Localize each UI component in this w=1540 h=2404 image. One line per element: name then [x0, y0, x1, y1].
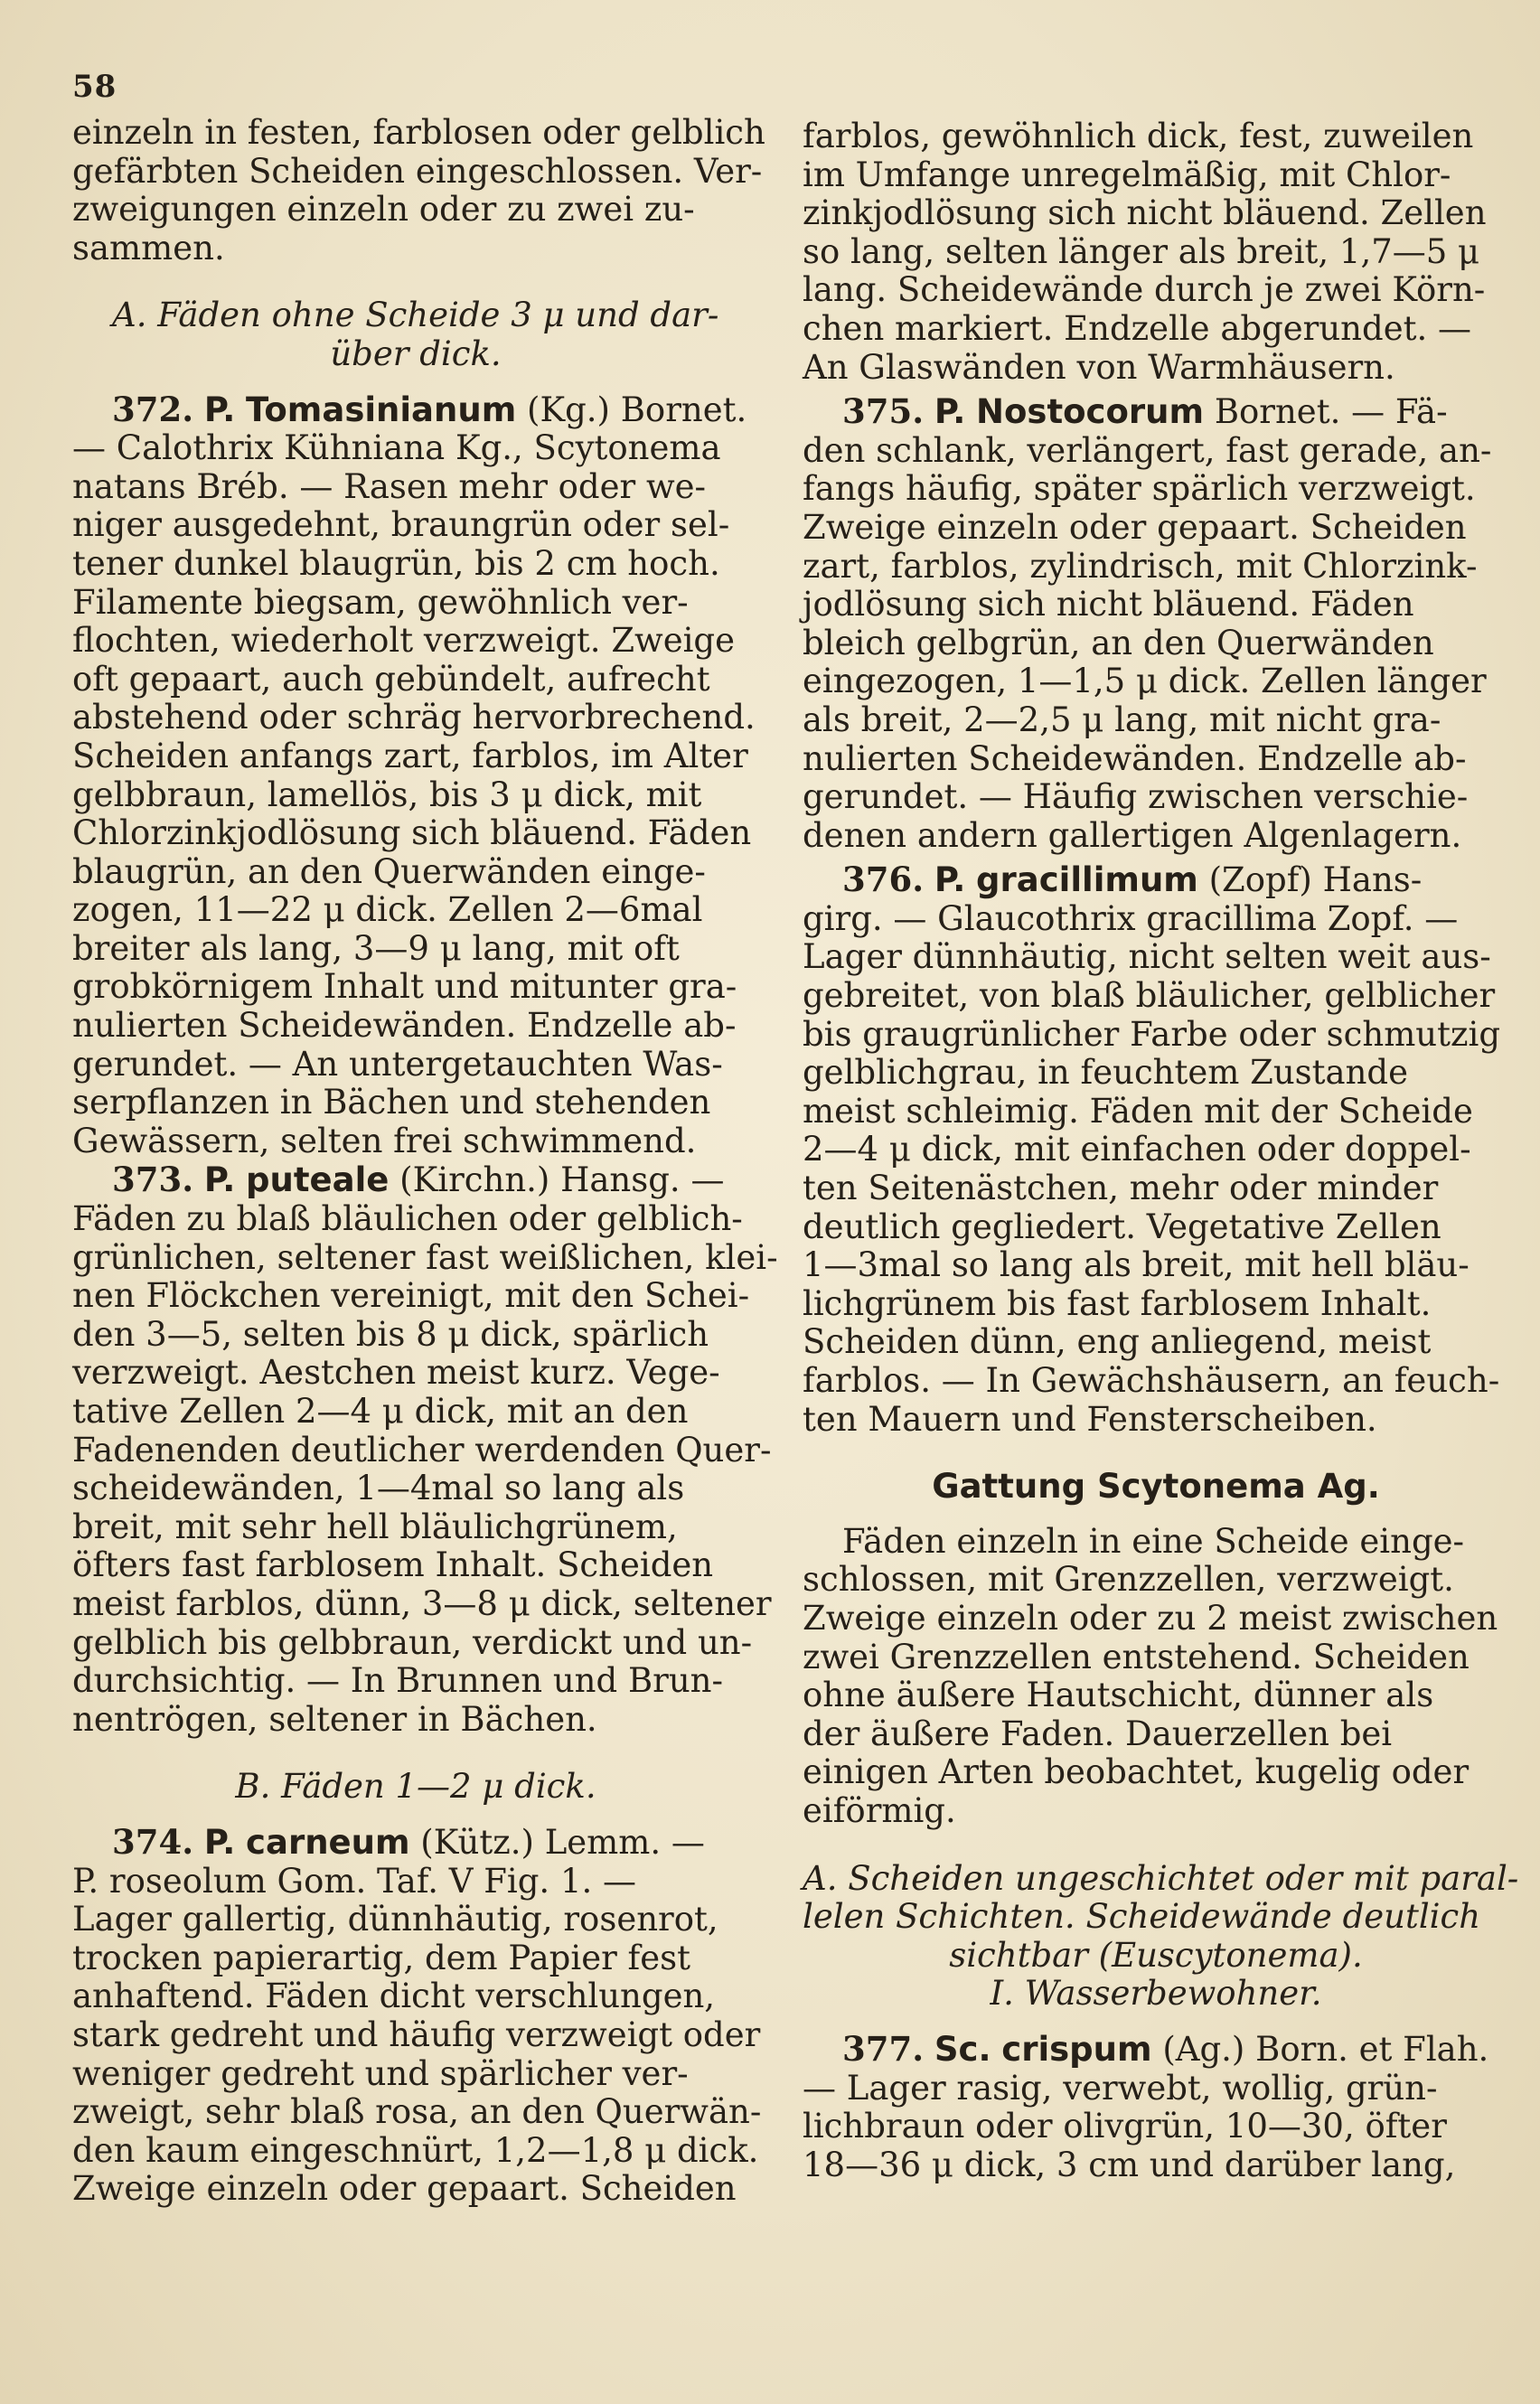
text-line: flochten, wiederholt verzweigt. Zweige [72, 621, 736, 661]
heading-line: über dick. [330, 333, 502, 373]
species-genus: P. [934, 860, 966, 900]
entry-lead-line [72, 390, 759, 430]
text-line: ohne äußere Hautschicht, dünner als [803, 1676, 1434, 1715]
text-line: bleich gelbgrün, an den Querwänden [803, 623, 1434, 662]
text-line: den kaum eingeschnürt, 1,2—1,8 μ dick. [72, 2130, 759, 2170]
text-line: Chlorzinkjodlösung sich bläuend. Fäden [72, 813, 752, 853]
species-name: gracillimum [976, 860, 1198, 900]
text-line: so lang, selten länger als breit, 1,7—5 μ [803, 231, 1480, 271]
text-line: ten Seitenästchen, mehr oder minder [803, 1169, 1439, 1208]
text-line: Lager gallertig, dünnhäutig, rosenrot, [72, 1900, 718, 1939]
text-line: oft gepaart, auch gebündelt, aufrecht [72, 659, 710, 699]
section-heading-a [72, 296, 759, 373]
heading-line: lelen Schichten. Scheidewände deutlich [803, 1897, 1481, 1937]
text-line: zweigungen einzeln oder zu zwei zu- [72, 190, 695, 230]
text-line: einigen Arten beobachtet, kugelig oder [803, 1752, 1470, 1792]
text-line: 1—3mal so lang als breit, mit hell bläu- [803, 1245, 1470, 1285]
species-name: Nostocorum [976, 392, 1205, 432]
section-heading-a-scytonema [803, 1858, 1519, 2014]
text-line: gebreitet, von blaß bläulicher, gelblicher [803, 976, 1496, 1016]
text-line: zogen, 11—22 μ dick. Zellen 2—6mal [72, 890, 703, 930]
text-line: Scheiden dünn, eng anliegend, meist [803, 1322, 1432, 1362]
text-line: Zweige einzeln oder gepaart. Scheiden [72, 2169, 737, 2209]
text-line: als breit, 2—2,5 μ lang, mit nicht gra- [803, 700, 1441, 739]
entry-authority: (Kg.) Bornet. [527, 390, 747, 429]
text-line: den schlank, verlängert, fast gerade, an- [803, 430, 1492, 470]
text-line: gefärbten Scheiden eingeschlossen. Ver- [72, 151, 763, 191]
heading-line: sichtbar (Euscytonema). [949, 1935, 1363, 1975]
page-number: 58 [72, 69, 117, 105]
text-line: bis graugrünlicher Farbe oder schmutzig [803, 1014, 1501, 1054]
entry-authority: (Zopf) Hans- [1208, 860, 1423, 900]
text-line: zart, farblos, zylindrisch, mit Chlorzink- [803, 546, 1478, 586]
species-name: carneum [246, 1822, 410, 1862]
entry-number: 374. [112, 1821, 194, 1862]
species-name: puteale [246, 1160, 390, 1200]
text-line: tener dunkel blaugrün, bis 2 cm hoch. [72, 543, 720, 583]
species-genus: Sc. [934, 2029, 991, 2069]
text-line: nentrögen, seltener in Bächen. [72, 1699, 597, 1739]
text-line: Filamente biegsam, gewöhnlich ver- [72, 582, 689, 622]
text-line: nen Flöckchen vereinigt, mit den Schei- [72, 1276, 750, 1316]
text-line: Scheiden anfangs zart, farblos, im Alter [72, 736, 748, 775]
species-name: crispum [1001, 2029, 1152, 2069]
text-line: deutlich gegliedert. Vegetative Zellen [803, 1207, 1441, 1246]
text-line: Gewässern, selten frei schwimmend. [72, 1121, 697, 1160]
species-genus: P. [934, 392, 966, 432]
text-line: verzweigt. Aestchen meist kurz. Vege- [72, 1353, 720, 1393]
text-line: chen markiert. Endzelle abgerundet. — [803, 308, 1471, 348]
text-line: fangs häufig, später spärlich verzweigt. [803, 469, 1476, 509]
text-line: gerundet. — Häufig zwischen verschie- [803, 777, 1469, 817]
genus-description [803, 1523, 1509, 1831]
entry-374-continued [803, 117, 1509, 387]
entry-number: 373. [112, 1160, 194, 1200]
left-column [72, 113, 778, 2209]
text-line: Fäden zu blaß bläulichen oder gelblich- [72, 1199, 743, 1239]
text-line: blaugrün, an den Querwänden einge- [72, 851, 706, 891]
right-column [803, 117, 1519, 2184]
text-line: lichgrünem bis fast farblosem Inhalt. [803, 1283, 1432, 1323]
entry-number: 377. [842, 2028, 925, 2069]
text-line: den 3—5, selten bis 8 μ dick, spärlich [72, 1314, 709, 1354]
text-line: scheidewänden, 1—4mal so lang als [72, 1469, 685, 1508]
text-line: gelbbraun, lamellös, bis 3 μ dick, mit [72, 775, 702, 814]
text-line: — Lager rasig, verwebt, wollig, grün- [803, 2068, 1438, 2108]
text-line: zinkjodlösung sich nicht bläuend. Zellen [803, 193, 1487, 233]
entry-lead-line [72, 1160, 759, 1200]
entry-authority: (Ag.) Born. et Flah. [1162, 2029, 1489, 2069]
text-line: — Calothrix Kühniana Kg., Scytonema [72, 428, 721, 468]
text-line: farblos. — In Gewächshäusern, an feuch- [803, 1361, 1500, 1400]
text-line: eingezogen, 1—1,5 μ dick. Zellen länger [803, 662, 1487, 701]
text-line: eiförmig. [803, 1790, 956, 1830]
entry-377 [803, 2030, 1509, 2184]
entry-373 [72, 1160, 778, 1739]
text-line: grobkörnigem Inhalt und mitunter gra- [72, 967, 737, 1007]
entry-lead-line [72, 1823, 759, 1863]
species-genus: P. [203, 1160, 236, 1200]
text-line: einzeln in festen, farblosen oder gelblich [72, 113, 765, 152]
text-line: grünlichen, seltener fast weißlichen, klei- [72, 1237, 778, 1277]
text-line: Zweige einzeln oder gepaart. Scheiden [803, 507, 1467, 547]
text-line: nulierten Scheidewänden. Endzelle ab- [803, 738, 1467, 778]
text-line: Fadenenden deutlicher werdenden Quer- [72, 1430, 772, 1470]
text-line: serpflanzen in Bächen und stehenden [72, 1083, 711, 1122]
entry-lead-line [803, 860, 1509, 900]
entry-authority: Bornet. — Fä- [1214, 392, 1448, 432]
species-genus: P. [203, 390, 236, 429]
text-line: ten Mauern und Fensterscheiben. [803, 1399, 1377, 1439]
text-line: lang. Scheidewände durch je zwei Körn- [803, 270, 1486, 310]
text-line: An Glaswänden von Warmhäusern. [803, 347, 1395, 387]
text-line: denen andern gallertigen Algenlagern. [803, 815, 1462, 855]
entry-lead-line [803, 392, 1509, 432]
text-line: zwei Grenzzellen entstehend. Scheiden [803, 1637, 1470, 1676]
genus-heading: Gattung Scytonema Ag. [932, 1467, 1380, 1507]
text-line: der äußere Faden. Dauerzellen bei [803, 1714, 1393, 1753]
text-line: im Umfange unregelmäßig, mit Chlor- [803, 155, 1451, 194]
entry-lead-line [803, 2030, 1509, 2070]
text-line: girg. — Glaucothrix gracillima Zopf. — [803, 898, 1459, 938]
text-line: breiter als lang, 3—9 μ lang, mit oft [72, 928, 680, 968]
text-line: durchsichtig. — In Brunnen und Brun- [72, 1661, 724, 1701]
entry-number: 372. [112, 389, 194, 429]
species-name: Tomasinianum [246, 390, 517, 429]
text-line: gerundet. — An untergetauchten Was- [72, 1044, 723, 1084]
text-line: P. roseolum Gom. Taf. V Fig. 1. — [72, 1861, 637, 1901]
text-line: nulierten Scheidewänden. Endzelle ab- [72, 1006, 737, 1046]
text-line: Fäden einzeln in eine Scheide einge- [842, 1521, 1465, 1561]
entry-number: 375. [842, 391, 925, 432]
text-line: 2—4 μ dick, mit einfachen oder doppel- [803, 1130, 1471, 1169]
text-line: tative Zellen 2—4 μ dick, mit an den [72, 1392, 689, 1431]
text-line: abstehend oder schräg hervorbrechend. [72, 698, 756, 737]
entry-authority: (Kütz.) Lemm. — [420, 1822, 705, 1862]
heading-line: A. Fäden ohne Scheide 3 μ und dar- [112, 296, 719, 335]
text-line: gelblich bis gelbbraun, verdickt und un- [72, 1622, 753, 1662]
text-line: zweigt, sehr blaß rosa, an den Querwän- [72, 2092, 762, 2132]
entry-376 [803, 860, 1509, 1439]
species-genus: P. [203, 1822, 236, 1862]
text-line: natans Bréb. — Rasen mehr oder we- [72, 466, 707, 506]
text-line: 18—36 μ dick, 3 cm und darüber lang, [803, 2145, 1456, 2184]
entry-number: 376. [842, 859, 925, 900]
text-line: stark gedreht und häufig verzweigt oder [72, 2014, 761, 2054]
text-line: jodlösung sich nicht bläuend. Fäden [803, 585, 1414, 624]
text-line: farblos, gewöhnlich dick, fest, zuweilen [803, 117, 1474, 155]
text-line: Lager dünnhäutig, nicht selten weit aus- [803, 937, 1491, 977]
entry-authority: (Kirchn.) Hansg. — [399, 1160, 725, 1200]
entry-372 [72, 390, 759, 1161]
intro-paragraph [72, 113, 765, 268]
text-line: breit, mit sehr hell bläulichgrünem, [72, 1507, 678, 1546]
section-heading-b: B. Fäden 1—2 μ dick. [235, 1767, 596, 1807]
entry-374 [72, 1821, 762, 2209]
text-line: lichbraun oder olivgrün, 10—30, öfter [803, 2107, 1447, 2146]
text-line: anhaftend. Fäden dicht verschlungen, [72, 1977, 716, 2016]
heading-line: I. Wasserbewohner. [990, 1974, 1322, 2014]
heading-line: A. Scheiden ungeschichtet oder mit paral- [803, 1858, 1519, 1898]
text-line: weniger gedreht und spärlicher ver- [72, 2053, 689, 2093]
text-line: öfters fast farblosem Inhalt. Scheiden [72, 1545, 714, 1585]
text-line: meist schleimig. Fäden mit der Scheide [803, 1091, 1473, 1131]
text-line: Zweige einzeln oder zu 2 meist zwischen [803, 1598, 1498, 1638]
text-line: schlossen, mit Grenzzellen, verzweigt. [803, 1560, 1454, 1600]
text-line: niger ausgedehnt, braungrün oder sel- [72, 505, 730, 545]
text-line: trocken papierartig, dem Papier fest [72, 1938, 690, 1977]
text-line: gelblichgrau, in feuchtem Zustande [803, 1053, 1408, 1093]
entry-375 [803, 392, 1509, 855]
text-line: sammen. [72, 228, 225, 268]
text-line: meist farblos, dünn, 3—8 μ dick, seltener [72, 1583, 772, 1623]
